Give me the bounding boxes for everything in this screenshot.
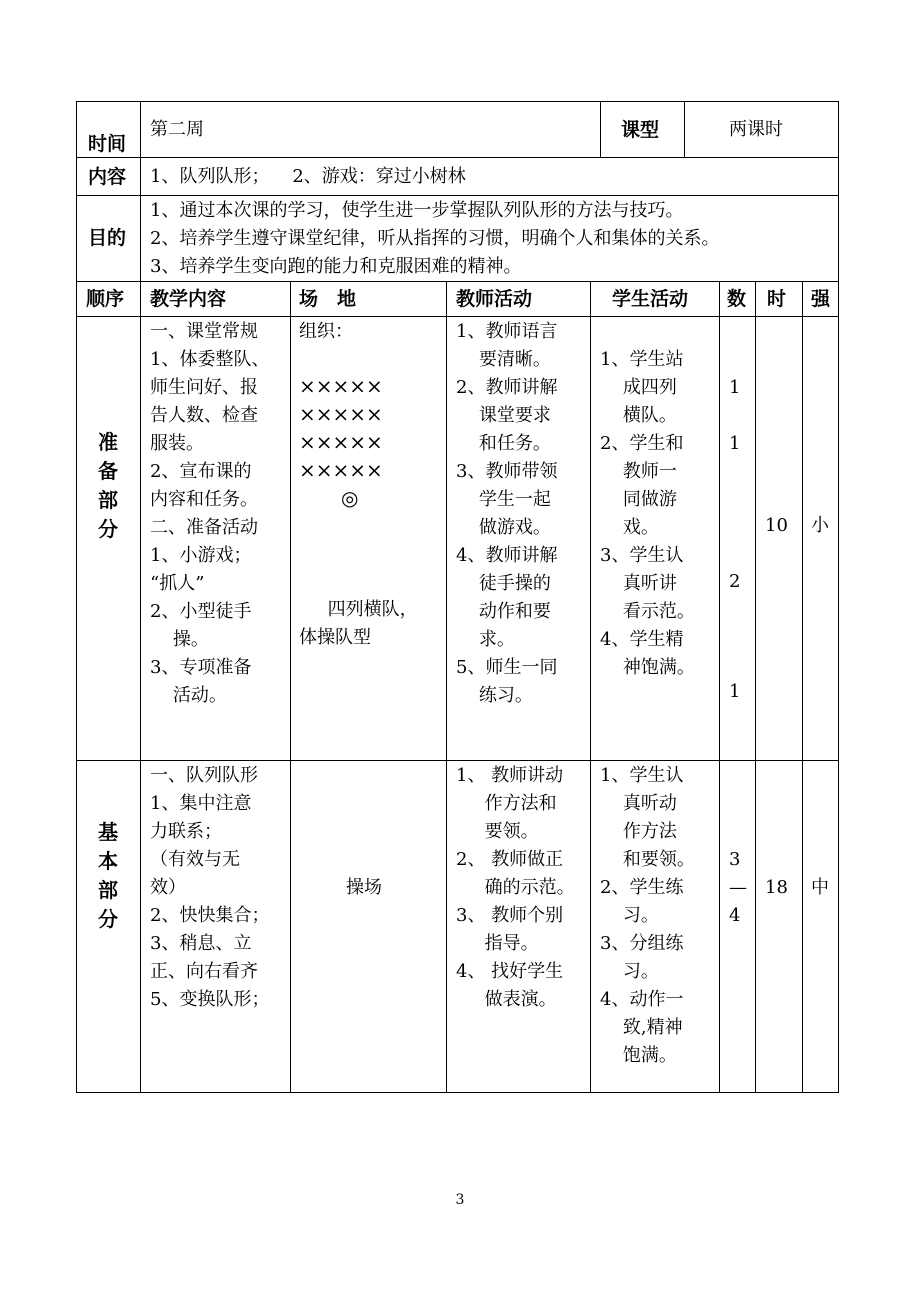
prep-teaching-content: 一、课堂常规 1、体委整队、 师生问好、报 告人数、检查 服装。 2、宣布课的 内容和任务。 二、准备活动 1、小游戏； “抓人” 2、小型徒手 操。 3、专项准备 活动。 <box>150 321 270 706</box>
prep-venue-formation: ××××× ××××× ××××× ××××× <box>299 374 383 482</box>
basic-time: 18 <box>765 877 788 898</box>
col-header-intensity: 强 <box>811 288 831 310</box>
col-divider-venue-teacher <box>446 281 447 1092</box>
prep-intensity: 小 <box>811 515 829 536</box>
col-header-count: 数 <box>727 288 747 310</box>
prep-time: 10 <box>765 515 788 536</box>
prep-teacher-activity: 1、教师语言 要清晰。 2、教师讲解 课堂要求 和任务。 3、教师带领 学生一起 做游戏。 4、教师讲解 徒手操的 动作和要 求。 5、师生一同 练习。 <box>456 321 558 706</box>
col-divider-teaching-venue <box>290 281 291 1092</box>
col-divider-time-intensity <box>802 281 803 1092</box>
basic-count: 3 — 4 <box>729 849 747 926</box>
prep-count-1: 1 <box>729 377 741 398</box>
prep-venue-label: 组织： <box>299 321 353 342</box>
table-border-right <box>838 101 839 1092</box>
lesson-type-label: 课型 <box>621 119 660 141</box>
goal-line-1: 1、通过本次课的学习，使学生进一步掌握队列队形的方法与技巧。 <box>150 200 684 221</box>
col-divider-type-label-left <box>600 101 601 157</box>
prep-count-4: 1 <box>729 681 741 702</box>
time-value: 第二周 <box>150 119 204 140</box>
content-value: 1、队列队形； 2、游戏：穿过小树林 <box>150 166 466 187</box>
lesson-type-value: 两课时 <box>729 119 783 140</box>
time-label: 时间 <box>88 133 127 155</box>
basic-intensity: 中 <box>811 877 829 898</box>
row-divider-goal <box>76 281 839 282</box>
row-divider-prep <box>76 760 839 761</box>
prep-count-3: 2 <box>729 571 741 592</box>
col-header-teacher: 教师活动 <box>456 288 533 310</box>
table-border-bottom <box>76 1092 839 1093</box>
basic-student-activity: 1、学生认 真听动 作方法 和要领。 2、学生练 习。 3、分组练 习。 4、动作一 致,精神 饱满。 <box>600 765 695 1066</box>
goal-label: 目的 <box>88 227 127 249</box>
col-divider-count-time <box>755 281 756 1092</box>
col-header-venue: 场 地 <box>299 288 357 310</box>
goal-line-2: 2、培养学生遵守课堂纪律，听从指挥的习惯，明确个人和集体的关系。 <box>150 228 720 249</box>
prep-venue-teacher-mark: ◎ <box>341 486 359 510</box>
content-label: 内容 <box>88 166 127 188</box>
basic-section-title: 基 本 部 分 <box>98 820 118 931</box>
page-number: 3 <box>455 1192 465 1208</box>
col-header-student: 学生活动 <box>612 288 689 310</box>
col-header-time: 时 <box>767 288 787 310</box>
table-border-left <box>76 101 77 1092</box>
col-divider-type-label-right <box>684 101 685 157</box>
prep-student-activity: 1、学生站 成四列 横队。 2、学生和 教师一 同做游 戏。 3、学生认 真听讲 看示范。 4、学生精 神饱满。 <box>600 349 695 678</box>
prep-count-2: 1 <box>729 433 741 454</box>
prep-section-title: 准 备 部 分 <box>98 430 118 541</box>
col-divider-student-count <box>719 281 720 1092</box>
goal-line-3: 3、培养学生变向跑的能力和克服困难的精神。 <box>150 256 522 277</box>
col-divider-label <box>140 101 141 1092</box>
basic-teaching-content: 一、队列队形 1、集中注意 力联系； （有效与无 效） 2、快快集合； 3、稍息、立 正、向右看齐 5、变换队形； <box>150 765 270 1010</box>
basic-teacher-activity: 1、 教师讲动 作方法和 要领。 2、 教师做正 确的示范。 3、 教师个别 指导。 4、 找好学生 做表演。 <box>456 765 575 1010</box>
col-divider-teacher-student <box>590 281 591 1092</box>
col-header-teaching: 教学内容 <box>150 288 227 310</box>
row-divider-time <box>76 157 839 158</box>
row-divider-content <box>76 195 839 196</box>
prep-venue-note: 四列横队， 体操队型 <box>299 599 418 648</box>
col-header-order: 顺序 <box>86 288 125 310</box>
basic-venue: 操场 <box>346 877 382 898</box>
table-border-top <box>76 101 839 102</box>
row-divider-header <box>76 316 839 317</box>
